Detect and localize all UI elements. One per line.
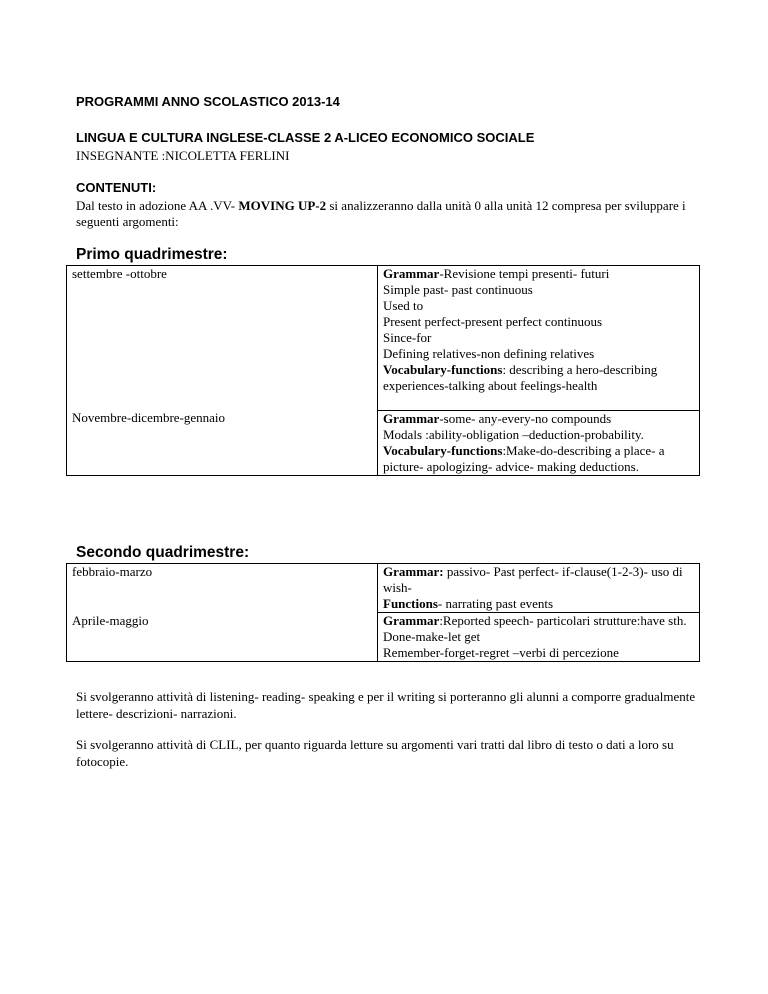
- table-row: [67, 266, 700, 411]
- document-title: PROGRAMMI ANNO SCOLASTICO 2013-14: [76, 94, 340, 109]
- period-cell: [67, 410, 378, 475]
- period-label: settembre -ottobre: [72, 266, 167, 281]
- topic-line: Used to: [383, 298, 424, 313]
- topics-cell: [378, 410, 700, 475]
- clil-paragraph: Si svolgeranno attività di CLIL, per quanto riguarda letture su argomenti vari tratti dal libro di testo o dati a loro su fotocopie.: [76, 737, 674, 769]
- table-row: [67, 564, 700, 613]
- secondo-quadrimestre-heading: Secondo quadrimestre:: [76, 544, 250, 561]
- topic-line: Since-for: [383, 330, 432, 345]
- primo-quadrimestre-heading: Primo quadrimestre:: [76, 246, 228, 263]
- period-label: febbraio-marzo: [72, 564, 153, 579]
- topic-line: Simple past- past continuous: [383, 282, 533, 297]
- table-row: [67, 613, 700, 662]
- table-row: [67, 410, 700, 475]
- topic-line: Defining relatives-non defining relatives: [383, 346, 595, 361]
- topics-cell: [378, 564, 700, 613]
- topics-cell: [378, 613, 700, 662]
- period-label: Novembre-dicembre-gennaio: [72, 410, 226, 425]
- topic-line: Remember-forget-regret –verbi di percezione: [383, 645, 619, 660]
- vocabulary-text: : describing a hero-describing experiences-talking about feelings-health: [383, 362, 658, 393]
- functions-text: - narrating past events: [437, 596, 554, 611]
- grammar-text: passivo- Past perfect- if-clause(1-2-3)- uso di wish-: [383, 564, 683, 595]
- period-cell: [67, 564, 378, 613]
- vocabulary-label: Vocabulary-functions: [383, 442, 503, 458]
- grammar-label: Grammar:: [383, 564, 444, 579]
- contents-heading: CONTENUTI:: [76, 180, 157, 195]
- activities-paragraph: Si svolgeranno attività di listening- reading- speaking e per il writing si porteranno gli alunni a comporre gradualmente lettere- descrizioni- narrazioni.: [76, 689, 696, 721]
- grammar-label: Grammar: [383, 613, 440, 628]
- contents-intro: [76, 198, 696, 230]
- period-label: Aprile-maggio: [72, 612, 149, 628]
- period-cell: [67, 613, 378, 662]
- primo-quadrimestre-table: [66, 265, 700, 476]
- grammar-label: Grammar: [383, 410, 440, 426]
- secondo-quadrimestre-table: [66, 563, 700, 662]
- vocabulary-label: Vocabulary-functions: [383, 362, 503, 377]
- teacher-line: INSEGNANTE :NICOLETTA FERLINI: [76, 148, 290, 163]
- grammar-text: -some- any-every-no compounds: [439, 410, 612, 426]
- intro-pre: Dal testo in adozione AA .VV-: [76, 198, 239, 213]
- grammar-text: :Reported speech- particolari strutture:have sth. Done-make-let get: [383, 613, 687, 644]
- grammar-text: -Revisione tempi presenti- futuri: [439, 266, 610, 281]
- topic-line: Modals :ability-obligation –deduction-probability.: [383, 426, 644, 442]
- class-heading: LINGUA E CULTURA INGLESE-CLASSE 2 A-LICEO ECONOMICO SOCIALE: [76, 130, 535, 145]
- book-title: MOVING UP-2: [238, 198, 327, 213]
- functions-label: Functions: [383, 596, 438, 611]
- topic-line: Present perfect-present perfect continuous: [383, 314, 603, 329]
- intro-post: si analizzeranno dalla unità 0 alla unità 12 compresa per sviluppare i seguenti argomenti:: [76, 198, 686, 229]
- grammar-label: Grammar: [383, 266, 440, 281]
- period-cell: [67, 266, 378, 411]
- topics-cell: [378, 266, 700, 411]
- vocabulary-text: :Make-do-describing a place- a picture- apologizing- advice- making deductions.: [383, 442, 665, 474]
